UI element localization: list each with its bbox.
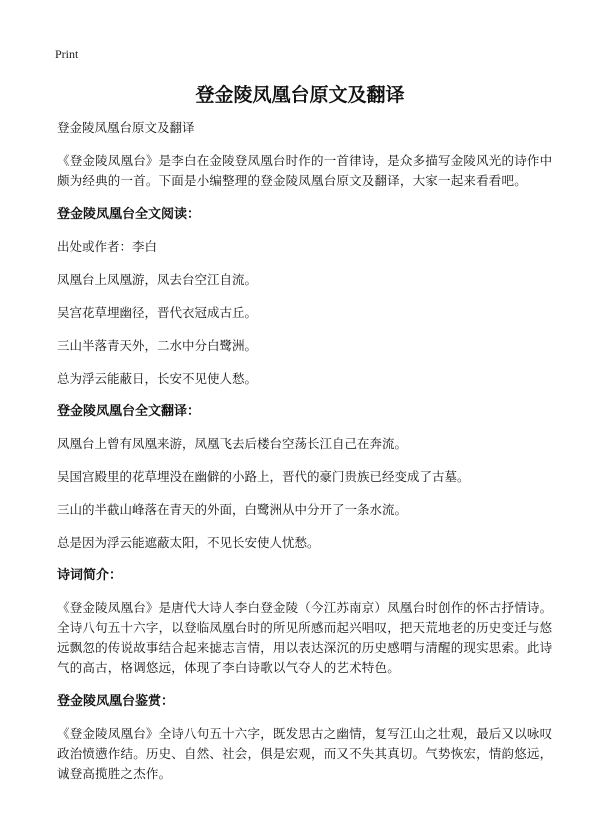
- print-link[interactable]: Print: [55, 47, 79, 61]
- poem-line: 三山半落青天外，二水中分白鹭洲。: [57, 338, 258, 353]
- poem-line: 凤凰台上凤凰游，凤去台空江自流。: [57, 272, 258, 287]
- section-heading-original: 登金陵凤凰台全文阅读：: [57, 207, 201, 222]
- article-intro: 《登金陵凤凰台》是李白在金陵登凤凰台时作的一首律诗，是众多描写金陵风光的诗作中颇为经典的一首。下面是小编整理的登金陵凤凰台原文及翻译，大家一起来看看吧。: [57, 153, 553, 188]
- section-heading-appreciation: 登金陵凤凰台鉴赏：: [57, 694, 175, 709]
- translation-line: 总是因为浮云能遮蔽太阳，不见长安使人忧愁。: [57, 535, 320, 550]
- article-body: [57, 118, 554, 798]
- page-title: 登金陵凤凰台原文及翻译: [195, 84, 405, 106]
- appreciation-paragraph: 《登金陵凤凰台》全诗八句五十六字，既发思古之幽情，复写江山之壮观，最后又以咏叹政治愤懑作结。历史、自然、社会，俱是宏观，而又不失其真切。气势恢宏，情韵悠远，诚登高揽胜之杰作。: [57, 726, 553, 781]
- poem-line: 总为浮云能蔽日，长安不见使人愁。: [57, 371, 258, 386]
- author-line: 出处或作者：李白: [57, 239, 158, 254]
- section-heading-intro: 诗词简介：: [57, 568, 123, 583]
- article-subtitle: 登金陵凤凰台原文及翻译: [57, 120, 195, 135]
- translation-line: 凤凰台上曾有凤凰来游，凤凰飞去后楼台空荡长江自己在奔流。: [57, 436, 408, 451]
- section-heading-translation: 登金陵凤凰台全文翻译：: [57, 404, 201, 419]
- poem-line: 吴宫花草埋幽径，晋代衣冠成古丘。: [57, 305, 258, 320]
- translation-line: 三山的半截山峰落在青天的外面，白鹭洲从中分开了一条水流。: [57, 502, 408, 517]
- translation-line: 吴国宫殿里的花草埋没在幽僻的小路上，晋代的豪门贵族已经变成了古墓。: [57, 469, 470, 484]
- poem-introduction-paragraph: 《登金陵凤凰台》是唐代大诗人李白登金陵（今江苏南京）凤凰台时创作的怀古抒情诗。全诗八句五十六字，以登临凤凰台时的所见所感而起兴唱叹，把天荒地老的历史变迁与悠远飘忽的传说故事结合起来摅志言情，用以表达深沉的历史感喟与清醒的现实思索。此诗气的高古，格调悠远，体现了李白诗歌以气夺人的艺术特色。: [57, 600, 553, 675]
